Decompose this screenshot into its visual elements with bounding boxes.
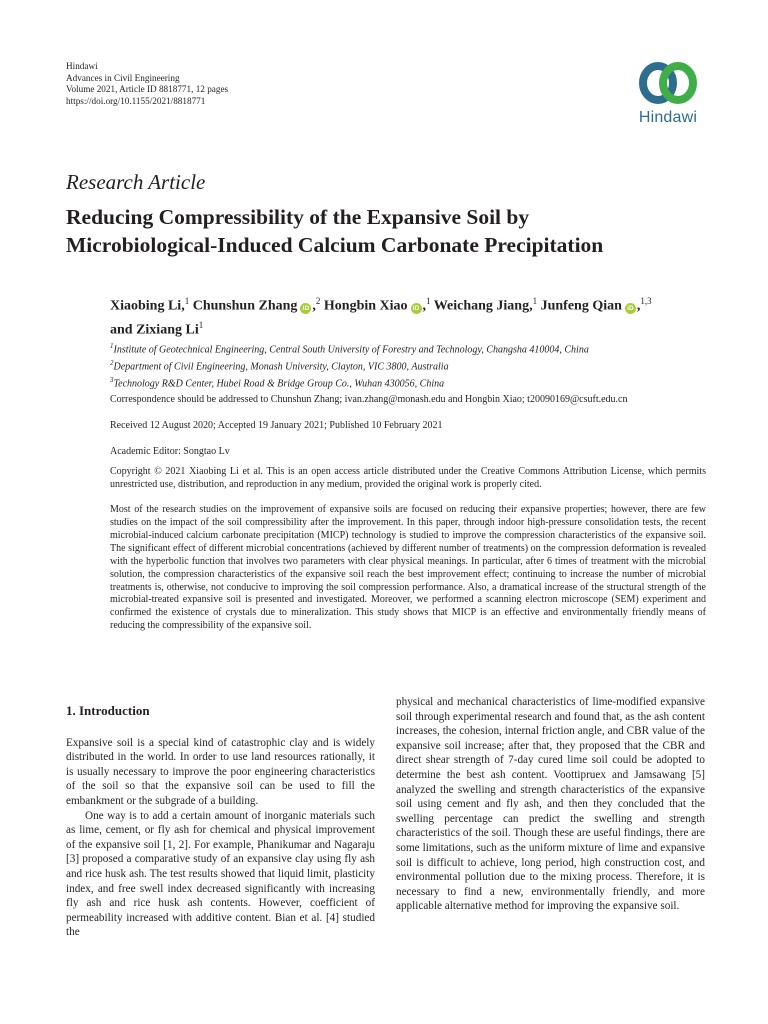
hindawi-logo xyxy=(620,58,716,138)
author-name: Hongbin Xiao xyxy=(323,298,408,314)
affiliation-item xyxy=(110,374,589,391)
body-paragraph: One way is to add a certain amount of inorganic materials such as lime, cement, or fly ash for chemical and physical improvement of the expansive soil [1, 2]. For example, Phanikumar and Nagaraju [3] proposed a comparative study of an expansive clay using fly ash and rice husk ash. The test results showed that liquid limit, plasticity index, and free swell index decreased significantly with increasing fly ash and rice husk ash contents. However, coefficient of permeability increased with additive content. Bian et al. [4] studied the xyxy=(66,809,375,939)
author-affil-sup: 1,3 xyxy=(640,296,652,306)
affiliation-text: Technology R&D Center, Hubei Road & Bridge Group Co., Wuhan 430056, China xyxy=(113,377,445,389)
orcid-icon[interactable]: iD xyxy=(411,303,422,314)
title-line: Reducing Compressibility of the Expansive Soil by xyxy=(66,205,530,229)
publication-dates: Received 12 August 2020; Accepted 19 January 2021; Published 10 February 2021 xyxy=(110,420,443,431)
volume-info: Volume 2021, Article ID 8818771, 12 pages xyxy=(66,84,229,95)
body-column-left xyxy=(66,700,375,940)
affiliation-item xyxy=(110,357,589,374)
affiliation-text: Department of Civil Engineering, Monash University, Clayton, VIC 3800, Australia xyxy=(113,361,449,373)
author-affil-sup: 1 xyxy=(426,296,431,306)
author-name: and Zixiang Li xyxy=(110,322,199,338)
author-affil-sup: 1 xyxy=(198,320,204,331)
academic-editor: Academic Editor: Songtao Lv xyxy=(110,446,230,457)
affiliation-item xyxy=(110,340,589,357)
journal-name: Advances in Civil Engineering xyxy=(66,72,180,83)
doi-link[interactable]: https://doi.org/10.1155/2021/8818771 xyxy=(66,95,206,106)
author-name: Junfeng Qian xyxy=(540,298,622,314)
affiliation-sup: 1 xyxy=(110,342,114,350)
affiliations xyxy=(110,340,589,390)
author-name: Chunshun Zhang xyxy=(192,298,298,314)
article-title xyxy=(66,203,706,259)
affiliation-text: Institute of Geotechnical Engineering, Central South University of Forestry and Technology, Changsha 410004, China xyxy=(113,344,589,356)
affiliation-sup: 2 xyxy=(110,358,114,367)
body-paragraph: Expansive soil is a special kind of catastrophic clay and is widely distributed in the world. In order to use land resources rationally, it is usually necessary to improve the poor engineering characteristics of the soil so that the expansive soil can be used to fill the embankment or the subgrade of a building. xyxy=(66,736,375,807)
article-type: Research Article xyxy=(66,170,206,194)
orcid-icon[interactable]: iD xyxy=(300,303,311,314)
author-affil-sup: 1 xyxy=(184,296,190,306)
body-paragraph: physical and mechanical characteristics of lime-modified expansive soil through experimental research and found that, as the ash content increases, the cohesion, internal friction angle, and CBR value of the expansive soil increase; after that, they proposed that the CBR and direct shear strength of 7-day cured lime soil could be adopted to determine the best ash content. Voottipruex and Jamsawang [5] analyzed the swelling and strength characteristics of the expansive soil using cement and fly ash, and then they concluded that the swelling percentage can predict the swelling and strength characteristics of the soil. Though these are useful findings, there are some limitations, such as the uniform mixture of lime and expansive soil is difficult to achieve, long period, high construction cost, and environmental pollution due to the mixing process. Therefore, it is necessary to find a new, environmentally friendly, and more applicable alternative method for improving the expansive soil. xyxy=(396,696,705,913)
body-column-right xyxy=(396,695,705,914)
logo-text: Hindawi xyxy=(638,109,698,126)
section-heading: 1. Introduction xyxy=(66,703,150,718)
correspondence: Correspondence should be addressed to Chunshun Zhang; ivan.zhang@monash.edu and Hongbin Xiao; t20090169@csuft.edu.cn xyxy=(110,394,628,405)
publisher-name: Hindawi xyxy=(66,61,98,71)
affiliation-sup: 3 xyxy=(110,375,114,384)
author-list: Xiaobing Li,$^1$ Chunshun Zhang iD ,$^2$ Hongbin Xiao iD ,$^1$ Weichang Jiang,$^1$ Junfeng Qian iD ,$^{1,3}$ and Zixiang Li$^1$ xyxy=(110,296,652,338)
author-affil-sup: 1 xyxy=(532,296,538,306)
hindawi-rings-icon xyxy=(638,58,698,108)
title-line: Microbiological-Induced Calcium Carbonate Precipitation xyxy=(66,233,604,257)
copyright-notice: Copyright © 2021 Xiaobing Li et al. This is an open access article distributed under the Creative Commons Attribution License, which permits unrestricted use, distribution, and reproduction in any medium, provided the original work is properly cited. xyxy=(110,466,706,490)
abstract: Most of the research studies on the improvement of expansive soils are focused on reducing their expansive properties; however, there are few studies on the impact of the soil compressibility after the improvement. In this paper, through indoor high-pressure consolidation tests, the recent microbial-induced calcium carbonate precipitation (MICP) technology is studied to improve the compression characteristics of the expansive soil. The significant effect of different microbial concentrations (achieved by different number of treatments) on the compression deformation is revealed with the hyperbolic function that involves two parameters with clear physical meanings. In particular, after 6 times of treatment with the microbial solution, the compression characteristics of the expansive soil reach the best improvement effect; continuing to increase the number of microbial treatments is, otherwise, not conducive to improving the soil compression performance. Also, a dramatical increase of the structural strength of the microbial-treated expansive soil is presented and investigated. Moreover, we performed a scanning electron microscope (SEM) experiment and confirmed the existence of crystals due to mineralization. This study shows that MICP is an effective and environmentally friendly means of reducing the compressibility of the expansive soil. xyxy=(110,504,706,632)
author-name: Weichang Jiang, xyxy=(433,298,533,314)
orcid-icon[interactable]: iD xyxy=(625,303,636,314)
author-affil-sup: 2 xyxy=(315,296,321,306)
author-name: Xiaobing Li, xyxy=(110,298,185,314)
journal-meta xyxy=(66,61,228,107)
